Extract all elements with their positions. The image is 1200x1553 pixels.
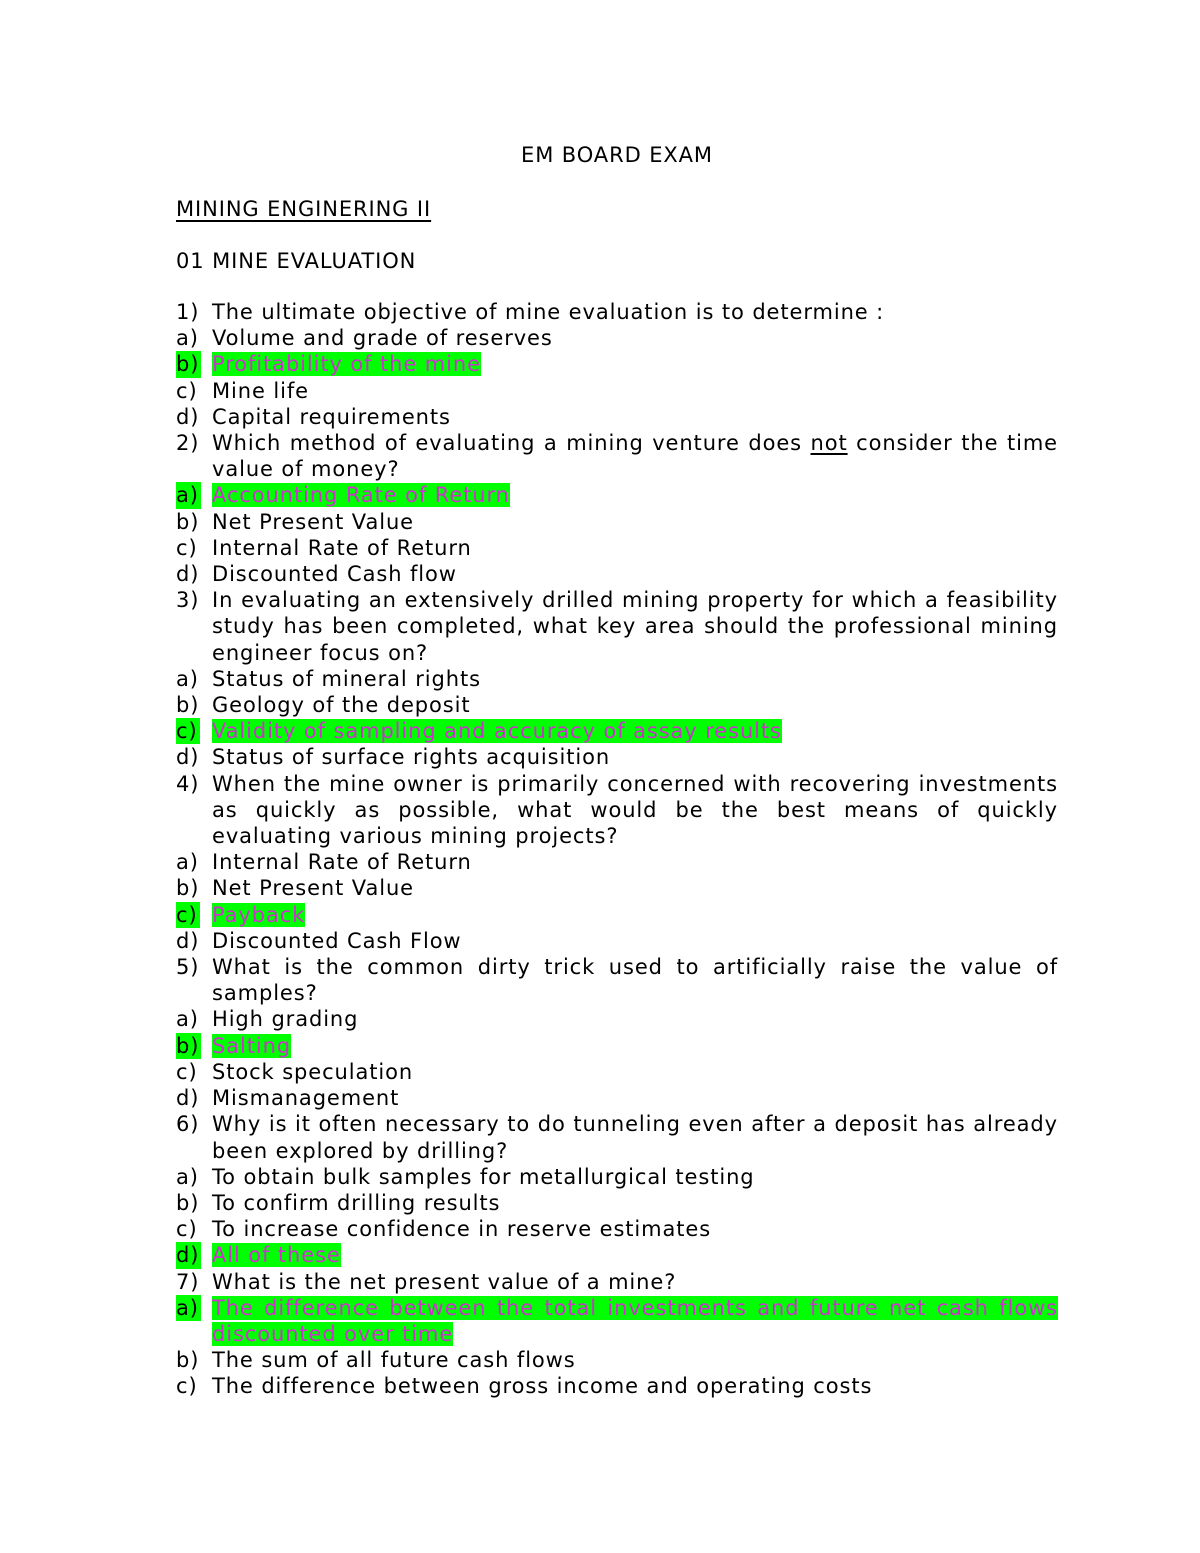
option-5a [176, 1006, 1058, 1032]
option-text: Mismanagement [212, 1086, 400, 1111]
option-label: a) [176, 1295, 199, 1320]
option-label: b) [176, 693, 200, 718]
option-3d [176, 744, 1058, 770]
option-label: b) [176, 876, 200, 901]
option-text: Internal Rate of Return [212, 535, 472, 560]
option-label: c) [176, 1217, 198, 1242]
option-label: d) [176, 1243, 200, 1268]
option-label: c) [176, 535, 198, 560]
question-3 [176, 587, 1058, 666]
option-label: b) [176, 352, 200, 377]
question-number: 6) [176, 1112, 200, 1137]
option-text: Discounted Cash Flow [212, 928, 462, 953]
option-text: Capital requirements [212, 404, 451, 429]
option-4b [176, 875, 1058, 901]
question-7 [176, 1269, 1058, 1295]
question-text: Why is it often necessary to do tunneling even after a deposit has already been explored by drilling? [212, 1112, 1058, 1163]
section-heading: 01 MINE EVALUATION [176, 249, 417, 273]
option-2b [176, 509, 1058, 535]
option-5b-answer [176, 1033, 1058, 1059]
question-2 [176, 430, 1058, 482]
option-label: d) [176, 562, 200, 587]
question-text: What is the net present value of a mine? [212, 1269, 677, 1294]
option-text: To obtain bulk samples for metallurgical testing [212, 1164, 755, 1189]
option-label: a) [176, 483, 199, 508]
option-text: To confirm drilling results [212, 1190, 501, 1215]
option-7a-answer [176, 1295, 1058, 1347]
option-6d-answer [176, 1242, 1058, 1268]
option-label: d) [176, 1086, 200, 1111]
option-4c-answer [176, 902, 1058, 928]
question-text: Which method of evaluating a mining venture does not consider the time value of money? [212, 431, 1058, 482]
option-label: a) [176, 666, 199, 691]
option-label: d) [176, 404, 200, 429]
option-3c-answer [176, 718, 1058, 744]
question-text: The ultimate objective of mine evaluation is to determine : [212, 300, 885, 324]
option-2d [176, 561, 1058, 587]
option-label: c) [176, 902, 198, 927]
highlighted-answer: Validity of sampling and accuracy of assay results [212, 719, 782, 744]
option-label: d) [176, 928, 200, 953]
question-1 [176, 299, 1058, 325]
option-7c [176, 1373, 1058, 1399]
question-number: 5) [176, 955, 200, 980]
option-1a [176, 325, 1058, 351]
option-label: c) [176, 719, 198, 744]
option-text: Net Present Value [212, 876, 414, 901]
question-number: 3) [176, 588, 200, 613]
option-label: b) [176, 1348, 200, 1373]
option-6a [176, 1164, 1058, 1190]
question-number: 2) [176, 431, 200, 456]
option-label: b) [176, 509, 200, 534]
emphasis-underline: not [810, 431, 848, 456]
option-text: Mine life [212, 378, 309, 403]
option-label: a) [176, 850, 199, 875]
question-number: 1) [176, 300, 200, 324]
option-label: a) [176, 1007, 199, 1032]
option-label: a) [176, 326, 199, 351]
option-2a-answer [176, 482, 1058, 508]
option-label: c) [176, 1374, 198, 1399]
option-4d [176, 928, 1058, 954]
option-3b [176, 692, 1058, 718]
subject-heading: MINING ENGINERING II [176, 197, 432, 221]
highlighted-answer: The difference between the total investments and future net cash flows discounted over time [212, 1295, 1058, 1346]
option-text: The difference between gross income and operating costs [212, 1374, 873, 1399]
question-number: 7) [176, 1269, 200, 1294]
highlighted-answer: Salting [212, 1033, 292, 1058]
option-1b-answer [176, 351, 1058, 377]
highlighted-answer: Profitability of the mine [212, 352, 481, 377]
question-list [176, 299, 1058, 1400]
option-text: Stock speculation [212, 1059, 414, 1084]
highlighted-answer: Payback [212, 902, 306, 927]
question-text: When the mine owner is primarily concerned with recovering investments as quickly as possible, what would be the best means of quickly evaluating various mining projects? [212, 771, 1058, 849]
option-6c [176, 1216, 1058, 1242]
option-4a [176, 849, 1058, 875]
option-5d [176, 1085, 1058, 1111]
option-label: b) [176, 1190, 200, 1215]
option-3a [176, 666, 1058, 692]
option-text: Volume and grade of reserves [212, 326, 553, 351]
option-label: c) [176, 378, 198, 403]
option-text: Geology of the deposit [212, 693, 471, 718]
option-label: b) [176, 1033, 200, 1058]
question-text: In evaluating an extensively drilled mining property for which a feasibility study has been completed, what key area should the professional mining engineer focus on? [212, 588, 1058, 665]
option-text: Net Present Value [212, 509, 414, 534]
document-title: EM BOARD EXAM [521, 143, 713, 167]
option-text: Status of surface rights acquisition [212, 745, 611, 770]
highlighted-answer: All of these [212, 1243, 341, 1268]
option-6b [176, 1190, 1058, 1216]
option-text: Discounted Cash flow [212, 562, 457, 587]
option-text: To increase confidence in reserve estimates [212, 1217, 712, 1242]
option-label: c) [176, 1059, 198, 1084]
option-1c [176, 378, 1058, 404]
option-text: The sum of all future cash flows [212, 1348, 576, 1373]
option-1d [176, 404, 1058, 430]
question-6 [176, 1111, 1058, 1163]
option-label: a) [176, 1164, 199, 1189]
question-5 [176, 954, 1058, 1006]
option-text: High grading [212, 1007, 359, 1032]
option-2c [176, 535, 1058, 561]
option-7b [176, 1347, 1058, 1373]
question-4 [176, 771, 1058, 850]
option-text: Status of mineral rights [212, 666, 481, 691]
option-text: Internal Rate of Return [212, 850, 472, 875]
question-number: 4) [176, 771, 200, 796]
highlighted-answer: Accounting Rate of Return [212, 483, 510, 508]
question-text: What is the common dirty trick used to artificially raise the value of samples? [212, 955, 1058, 1006]
option-5c [176, 1059, 1058, 1085]
option-label: d) [176, 745, 200, 770]
